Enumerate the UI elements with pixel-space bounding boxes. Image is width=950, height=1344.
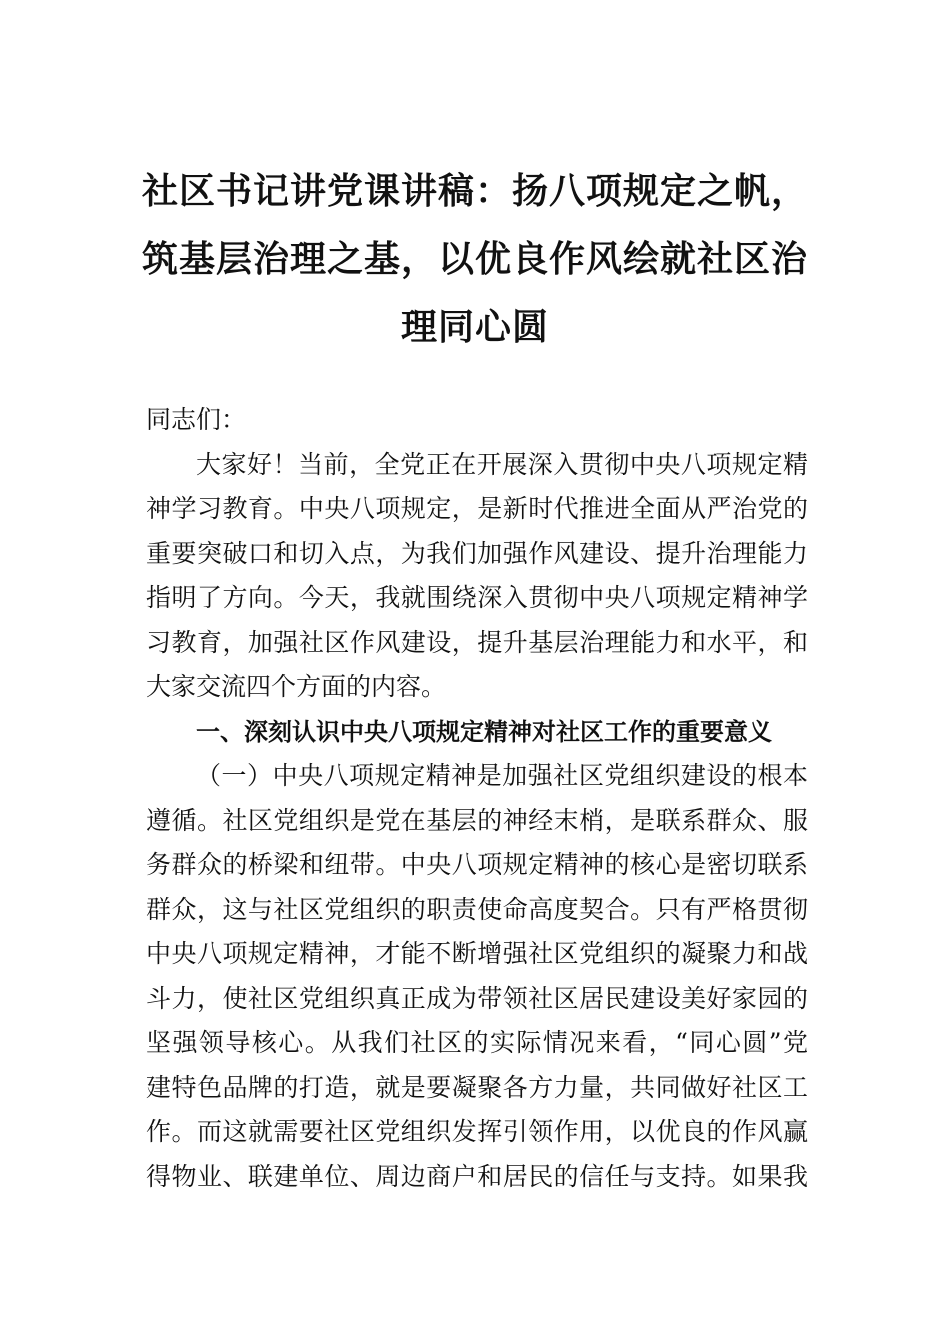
paragraph-line: 作。而这就需要社区党组织发挥引领作用，以优良的作风赢	[146, 1117, 808, 1146]
paragraph-line: 神学习教育。中央八项规定，是新时代推进全面从严治党的	[146, 494, 808, 523]
section-heading: 一、深刻认识中央八项规定精神对社区工作的重要意义	[196, 717, 772, 746]
paragraph-line: （一）中央八项规定精神是加强社区党组织建设的根本	[196, 761, 808, 790]
paragraph-line: 建特色品牌的打造，就是要凝聚各方力量，共同做好社区工	[146, 1072, 808, 1102]
paragraph-line: 遵循。社区党组织是党在基层的神经末梢，是联系群众、服	[146, 805, 808, 835]
intro-paragraph	[146, 443, 808, 710]
paragraph-line: 指明了方向。今天，我就围绕深入贯彻中央八项规定精神学	[146, 583, 808, 612]
paragraph-line: 重要突破口和切入点，为我们加强作风建设、提升治理能力	[146, 538, 808, 568]
body-paragraph	[146, 754, 808, 1199]
salutation: 同志们：	[146, 405, 247, 434]
document-body	[146, 398, 808, 1199]
paragraph-line: 群众，这与社区党组织的职责使命高度契合。只有严格贯彻	[146, 894, 808, 924]
paragraph-line: 习教育，加强社区作风建设，提升基层治理能力和水平，和	[146, 627, 808, 657]
paragraph-line: 务群众的桥梁和纽带。中央八项规定精神的核心是密切联系	[146, 850, 808, 879]
title-line: 筑基层治理之基，以优良作风绘就社区治	[141, 238, 808, 280]
paragraph-line: 得物业、联建单位、周边商户和居民的信任与支持。如果我	[146, 1161, 808, 1191]
paragraph-line: 坚强领导核心。从我们社区的实际情况来看，“同心圆”党	[146, 1028, 808, 1057]
paragraph-line: 大家好！当前，全党正在开展深入贯彻中央八项规定精	[196, 449, 808, 479]
paragraph-line: 中央八项规定精神，才能不断增强社区党组织的凝聚力和战	[146, 939, 808, 968]
paragraph-line: 大家交流四个方面的内容。	[146, 672, 447, 701]
paragraph-line: 斗力，使社区党组织真正成为带领社区居民建设美好家园的	[146, 983, 808, 1013]
title-line: 理同心圆	[400, 306, 549, 348]
title-line: 社区书记讲党课讲稿：扬八项规定之帆，	[141, 170, 808, 212]
document-title	[140, 157, 810, 361]
